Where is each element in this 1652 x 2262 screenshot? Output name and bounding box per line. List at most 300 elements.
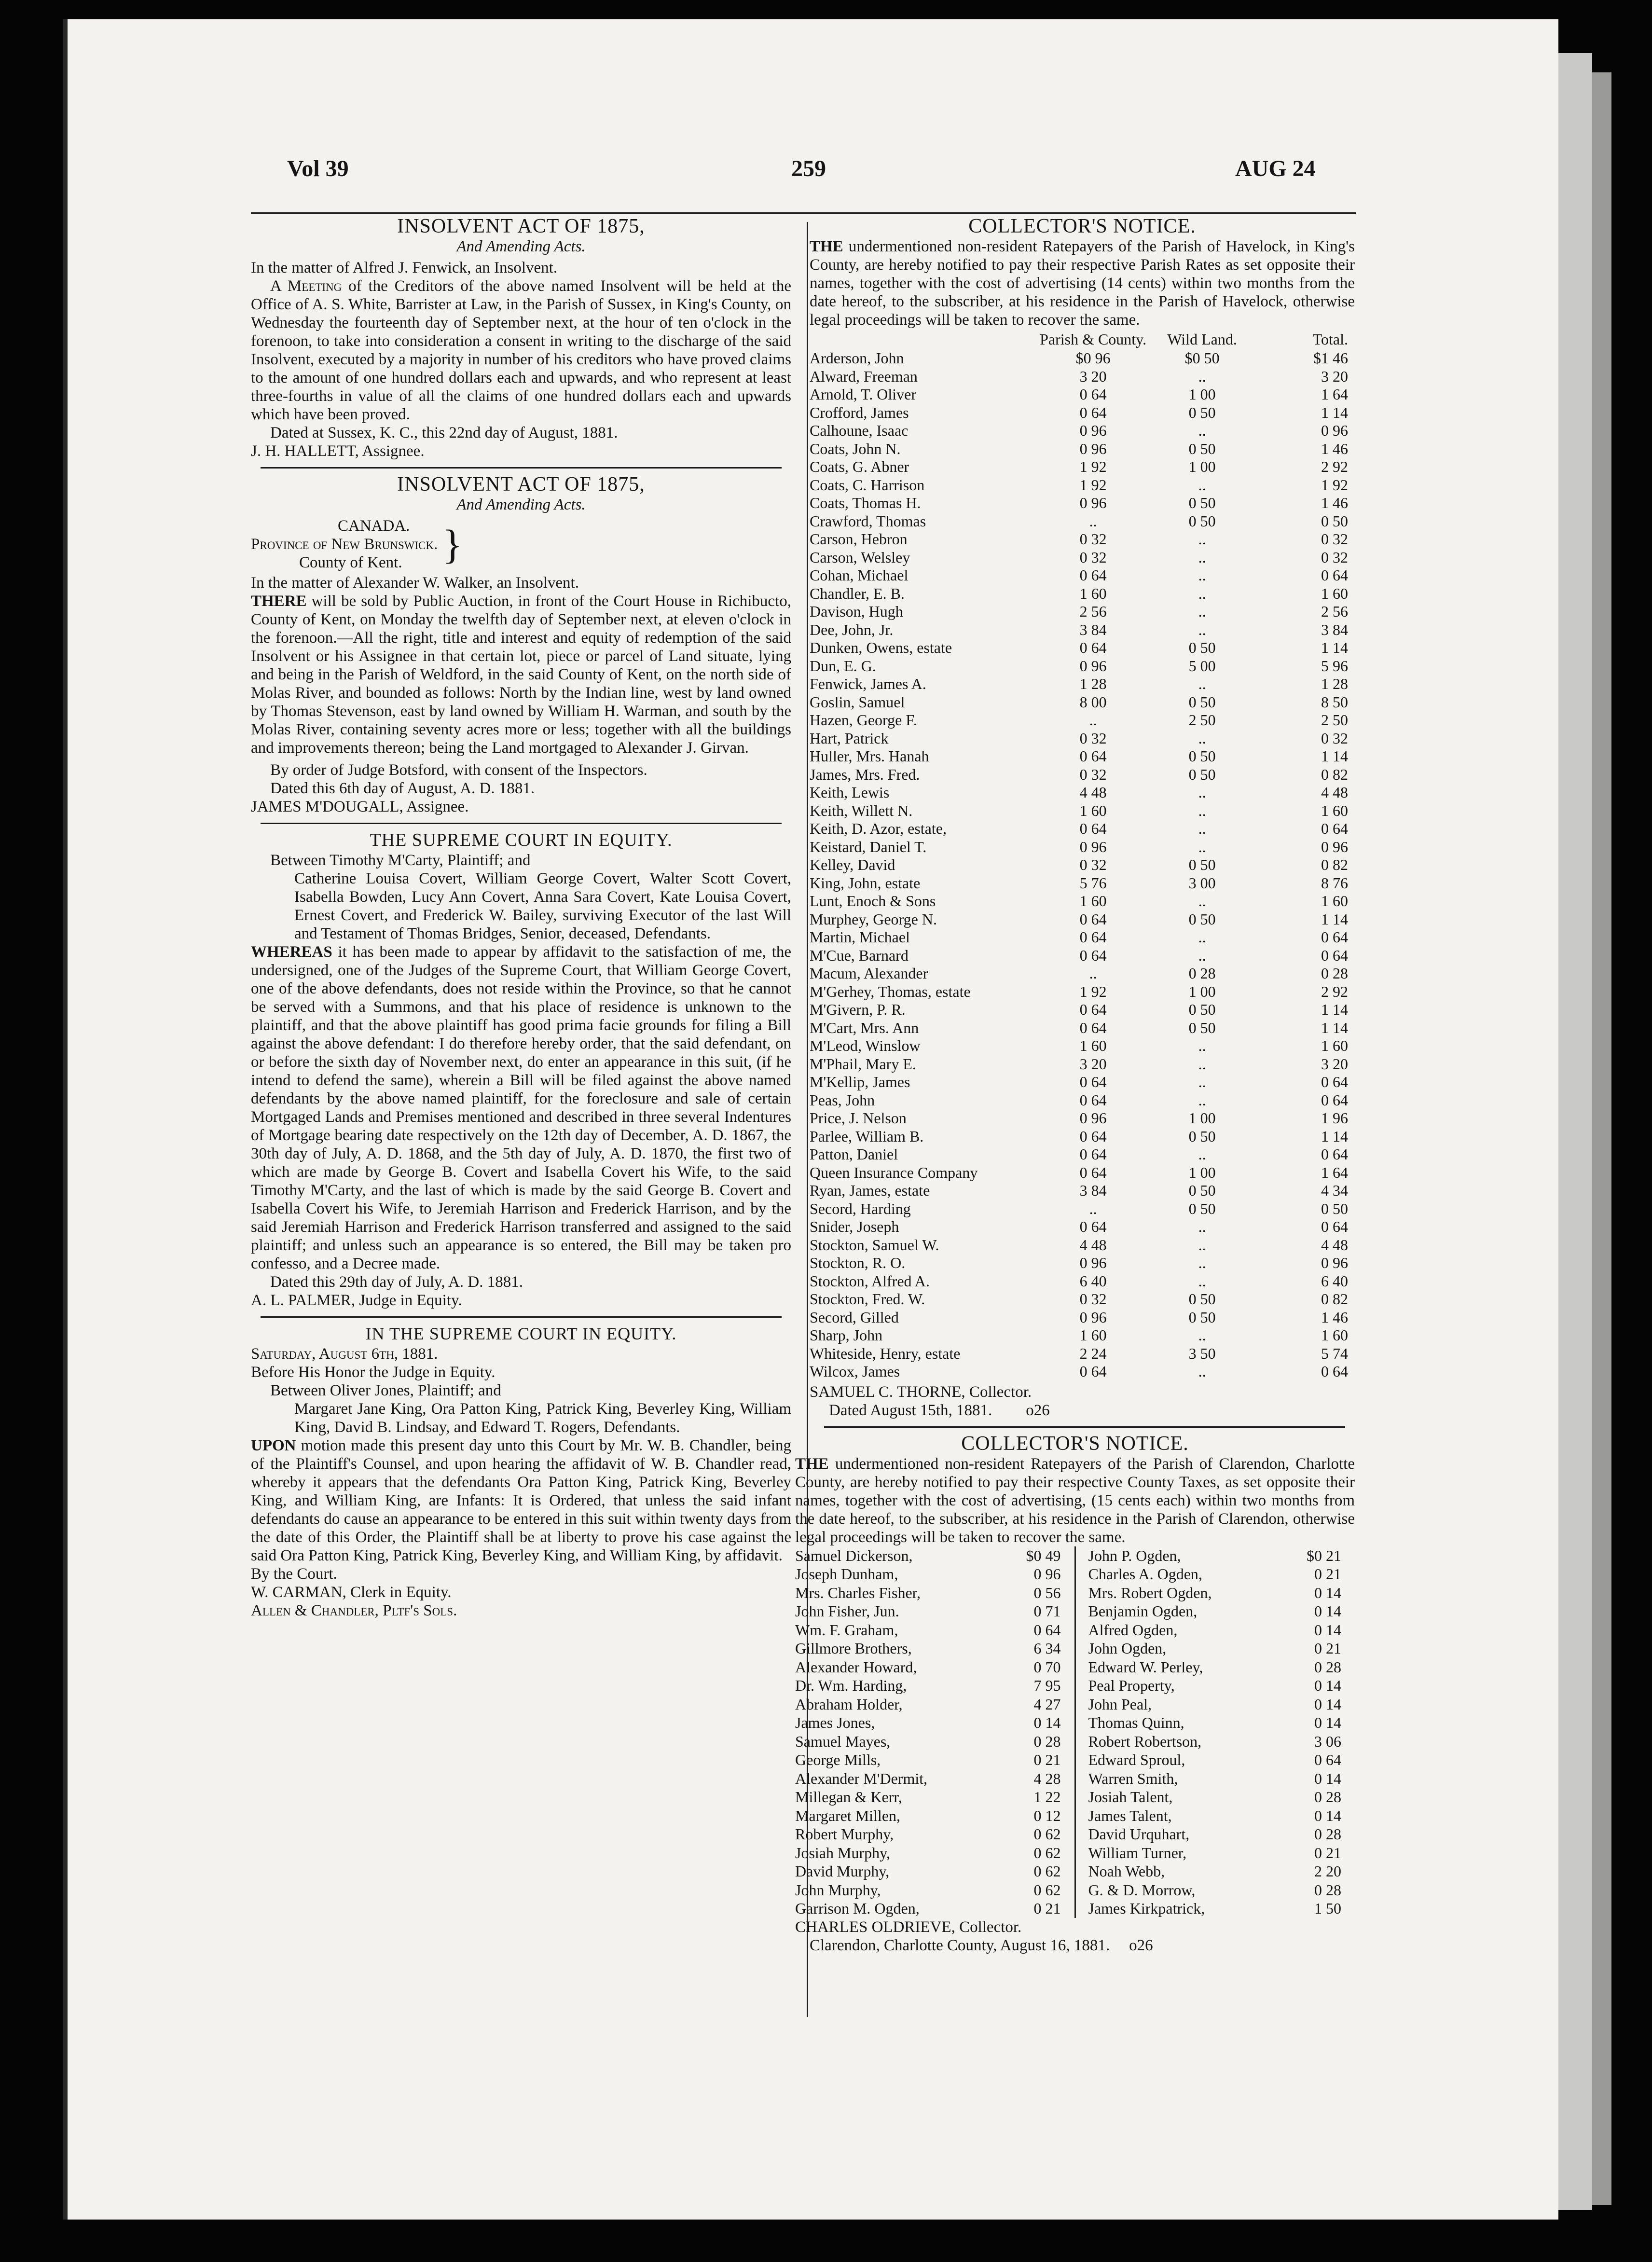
ratepayer-name: Crawford, Thomas: [810, 512, 926, 530]
total-amount: 1 64: [1321, 386, 1348, 403]
tax-amount: 0 14: [1314, 1769, 1341, 1787]
table-row: [810, 422, 1355, 440]
section-divider: [261, 823, 782, 824]
ratepayer-name: Cohan, Michael: [810, 566, 909, 584]
list-item: [795, 1546, 1074, 1565]
taxpayer-name: James Kirkpatrick,: [1088, 1900, 1205, 1917]
tax-amount: 0 14: [1314, 1695, 1341, 1713]
wild-land-amount: ..: [1198, 1236, 1206, 1254]
parish-county-amount: 1 60: [1079, 584, 1107, 602]
parish-county-amount: $0 96: [1075, 349, 1111, 367]
notice-dated: Dated this 6th day of August, A. D. 1881.: [270, 780, 535, 797]
notice-body: A Meeting of the Creditors of the above named Insolvent will be held at the Office of A. S. White, Barrister at Law, in the Parish of Sussex, in King's County, on Wednesday the fourteenth day of September next, at the hour of ten o'clock in the forenoon, to take into consideration a consent in writing to the discharge of the said Insolvent, executed by a majority in number of his creditors who have proved claims to the amount of one hundred dollars each and upwards, and who represent at least three-fourths in value of all the claims of one hundred dollars each and upwards which have been proved.: [251, 277, 791, 423]
parish-county-amount: ..: [1089, 512, 1097, 530]
table-row: [810, 802, 1355, 820]
taxpayer-name: G. & D. Morrow,: [1088, 1881, 1196, 1899]
ratepayer-name: Stockton, Fred. W.: [810, 1290, 925, 1308]
wild-land-amount: 0 50: [1188, 403, 1216, 421]
list-item: [795, 1565, 1074, 1584]
ratepayer-name: Dee, John, Jr.: [810, 621, 894, 638]
wild-land-amount: ..: [1198, 548, 1206, 566]
table-row: [810, 1182, 1355, 1200]
tax-amount: 0 14: [1033, 1714, 1061, 1732]
taxpayer-name: William Turner,: [1088, 1844, 1187, 1862]
list-item: [795, 1584, 1074, 1602]
parish-county-amount: 3 84: [1079, 621, 1107, 638]
table-row: [810, 1073, 1355, 1091]
list-item: [795, 1899, 1074, 1918]
notice-between: Between Oliver Jones, Plaintiff; and: [270, 1382, 501, 1399]
notice-matter: In the matter of Alexander W. Walker, an Insolvent.: [251, 574, 579, 592]
notice-signature: JAMES M'DOUGALL, Assignee.: [251, 798, 469, 815]
wild-land-amount: ..: [1198, 892, 1206, 910]
parish-county-amount: 0 96: [1079, 440, 1107, 457]
total-amount: 1 14: [1321, 1001, 1348, 1019]
table-row: [810, 1091, 1355, 1110]
notice-defendants: Catherine Louisa Covert, William George Covert, Walter Scott Covert, Isabella Bowden, Lucy Ann Covert, Anna Sara Covert, Kate Louisa Covert, Ernest Covert, and Frederick W. Bailey, surviving Executor of the last Will and Testament of Thomas Bridges, Senior, deceased, Defendants.: [294, 870, 791, 942]
brace-glyph: }: [442, 521, 463, 567]
list-item: [795, 1769, 1074, 1788]
parish-county-amount: 5 76: [1079, 874, 1107, 892]
wild-land-amount: 0 50: [1188, 440, 1216, 457]
tax-amount: 0 56: [1033, 1584, 1061, 1601]
taxpayer-name: Abraham Holder,: [795, 1695, 903, 1713]
taxpayer-name: George Mills,: [795, 1751, 881, 1769]
total-amount: 0 82: [1321, 765, 1348, 783]
notice-court: By the Court.: [251, 1565, 337, 1583]
wild-land-amount: 1 00: [1188, 386, 1216, 403]
wild-land-amount: ..: [1198, 1073, 1206, 1091]
notice-signature: CHARLES OLDRIEVE, Collector.: [795, 1918, 1022, 1936]
parish-county-amount: 0 64: [1079, 566, 1107, 584]
list-item: [1076, 1881, 1355, 1900]
wild-land-amount: ..: [1198, 1091, 1206, 1109]
total-amount: 8 76: [1321, 874, 1348, 892]
total-amount: 0 32: [1321, 548, 1348, 566]
collector-notice-clarendon: [795, 1434, 1355, 1955]
section-divider: [824, 1426, 1345, 1428]
ratepayer-name: M'Leod, Winslow: [810, 1037, 921, 1055]
taxpayer-name: Thomas Quinn,: [1088, 1714, 1184, 1732]
total-amount: 0 82: [1321, 856, 1348, 874]
list-item: [795, 1862, 1074, 1881]
parish-county-amount: 0 64: [1079, 1363, 1107, 1380]
ratepayer-name: Stockton, Alfred A.: [810, 1272, 930, 1290]
notice-solicitors: Allen & Chandler, Pltf's Sols.: [251, 1602, 457, 1619]
table-row: [810, 1363, 1355, 1381]
parish-county-amount: 0 64: [1079, 1091, 1107, 1109]
wild-land-amount: 3 00: [1188, 874, 1216, 892]
page-edge: [1558, 53, 1592, 2210]
list-item: [1076, 1769, 1355, 1788]
volume-number: Vol 39: [287, 156, 349, 181]
wild-land-amount: 1 00: [1188, 982, 1216, 1000]
list-item: [795, 1602, 1074, 1621]
tax-amount: 0 14: [1314, 1602, 1341, 1620]
tax-amount: 0 62: [1033, 1881, 1061, 1899]
total-amount: 1 14: [1321, 910, 1348, 928]
ratepayer-name: Hazen, George F.: [810, 711, 917, 729]
tax-amount: 0 14: [1314, 1584, 1341, 1601]
parish-county-amount: 0 64: [1079, 946, 1107, 964]
total-amount: 1 60: [1321, 801, 1348, 819]
total-amount: 4 48: [1321, 1236, 1348, 1254]
table-row: [810, 693, 1355, 712]
ratepayer-name: M'Cue, Barnard: [810, 946, 909, 964]
taxpayer-name: John P. Ogden,: [1088, 1546, 1181, 1564]
total-amount: 1 14: [1321, 747, 1348, 765]
parish-county-amount: 0 96: [1079, 838, 1107, 855]
wild-land-amount: ..: [1198, 820, 1206, 838]
table-row: [810, 585, 1355, 603]
total-amount: 0 50: [1321, 1200, 1348, 1217]
tax-amount: 6 34: [1033, 1640, 1061, 1657]
ratepayer-name: Snider, Joseph: [810, 1218, 899, 1236]
ratepayer-name: Carson, Hebron: [810, 530, 908, 548]
total-amount: 0 64: [1321, 1145, 1348, 1163]
jurisdiction-province: Province of New Brunswick.: [251, 536, 438, 553]
table-row: [810, 1037, 1355, 1055]
list-item: [1076, 1899, 1355, 1918]
right-column: [795, 212, 1355, 1955]
parish-county-amount: 1 60: [1079, 1037, 1107, 1055]
collector-notice-havelock: [795, 217, 1355, 1420]
wild-land-amount: ..: [1198, 530, 1206, 548]
parish-county-amount: 1 60: [1079, 892, 1107, 910]
wild-land-amount: 0 50: [1188, 1182, 1216, 1200]
notice-body: UPON motion made this present day unto this Court by Mr. W. B. Chandler, being of the Plaintiff's Counsel, and upon hearing the affidavit of W. B. Chandler read, whereby it appears that the defendants Ora Patton King, Patrick King, Beverley King, and William King, are Infants: It is Ordered, that unless the said infant defendants do cause an appearance to be entered in this suit within twenty days from the date of this Order, the Plaintiff shall be at liberty to prove his case against the said Ora Patton King, Patrick King, Beverley King, and William King, by affidavit.: [251, 1437, 791, 1564]
total-amount: $1 46: [1313, 349, 1348, 367]
table-row: [810, 838, 1355, 856]
wild-land-amount: ..: [1198, 1363, 1206, 1380]
wild-land-amount: ..: [1198, 729, 1206, 747]
parish-county-amount: 0 32: [1079, 765, 1107, 783]
tax-amount: 0 14: [1314, 1714, 1341, 1732]
notice-supreme-court-mccarty: [251, 831, 791, 1310]
notice-before: Before His Honor the Judge in Equity.: [251, 1364, 496, 1381]
tax-amount: 0 28: [1314, 1881, 1341, 1899]
table-row: [810, 440, 1355, 458]
total-amount: 1 14: [1321, 639, 1348, 657]
total-amount: 1 60: [1321, 1326, 1348, 1344]
list-item: [795, 1732, 1074, 1751]
parish-county-amount: 0 64: [1079, 1127, 1107, 1145]
ratepayer-name: Kelley, David: [810, 856, 895, 874]
tax-list-left: [795, 1546, 1076, 1918]
wild-land-amount: ..: [1198, 1218, 1206, 1236]
total-amount: 1 60: [1321, 1037, 1348, 1055]
table-row: [810, 404, 1355, 422]
ratepayer-name: M'Givern, P. R.: [810, 1001, 906, 1019]
ratepayer-name: Coats, John N.: [810, 440, 901, 457]
wild-land-amount: ..: [1198, 675, 1206, 693]
notice-code: o26: [1129, 1936, 1153, 1954]
col-header-total: Total.: [1312, 331, 1348, 348]
table-row: [810, 1001, 1355, 1019]
parish-county-amount: 0 64: [1079, 1218, 1107, 1236]
tax-amount: 0 64: [1314, 1751, 1341, 1769]
list-item: [1076, 1602, 1355, 1621]
notice-matter: In the matter of Alfred J. Fenwick, an Insolvent.: [251, 259, 558, 276]
notice-body: THE undermentioned non-resident Ratepayers of the Parish of Clarendon, Charlotte County, are hereby notified to pay their respective County Taxes, as set opposite their names, together with the cost of advertising, (15 cents each) within two months from the date hereof, to the subscriber, at his residence in the Parish of Clarendon, otherwise legal proceedings will be taken to recover the same.: [795, 1455, 1355, 1546]
tax-amount: 7 95: [1033, 1677, 1061, 1695]
table-row: [810, 349, 1355, 368]
total-amount: 0 64: [1321, 928, 1348, 946]
parish-county-amount: 0 64: [1079, 928, 1107, 946]
list-item: [795, 1881, 1074, 1900]
total-amount: 0 64: [1321, 1073, 1348, 1091]
list-item: [1076, 1695, 1355, 1714]
table-row: [810, 766, 1355, 784]
tax-amount: 0 62: [1033, 1844, 1061, 1862]
tax-amount: 0 70: [1033, 1658, 1061, 1676]
ratepayer-name: Secord, Gilled: [810, 1308, 899, 1326]
ratepayer-name: Davison, Hugh: [810, 603, 903, 621]
taxpayer-name: David Murphy,: [795, 1862, 890, 1880]
table-row: [810, 530, 1355, 549]
tax-amount: 0 28: [1033, 1732, 1061, 1750]
ratepayer-table: [810, 329, 1355, 1381]
table-row: [810, 965, 1355, 983]
parish-county-amount: 0 96: [1079, 494, 1107, 512]
taxpayer-name: Mrs. Robert Ogden,: [1088, 1584, 1212, 1601]
parish-county-amount: ..: [1089, 711, 1097, 729]
list-item: [795, 1844, 1074, 1862]
tax-amount: 4 27: [1033, 1695, 1061, 1713]
total-amount: 1 14: [1321, 1127, 1348, 1145]
total-amount: 5 96: [1321, 657, 1348, 675]
wild-land-amount: 0 50: [1188, 765, 1216, 783]
tax-amount: 0 12: [1033, 1807, 1061, 1824]
table-row: [810, 675, 1355, 693]
parish-county-amount: 0 32: [1079, 856, 1107, 874]
taxpayer-name: John Peal,: [1088, 1695, 1152, 1713]
notice-between: Between Timothy M'Carty, Plaintiff; and: [270, 852, 531, 869]
tax-amount: 0 64: [1033, 1621, 1061, 1639]
ratepayer-name: Carson, Welsley: [810, 548, 910, 566]
ratepayer-name: Price, J. Nelson: [810, 1109, 907, 1127]
parish-county-amount: 0 96: [1079, 1254, 1107, 1272]
wild-land-amount: ..: [1198, 838, 1206, 855]
ratepayer-name: Stockton, Samuel W.: [810, 1236, 939, 1254]
ratepayer-name: Martin, Michael: [810, 928, 910, 946]
left-column: [251, 212, 791, 1620]
wild-land-amount: 0 50: [1188, 1127, 1216, 1145]
parish-county-amount: 0 96: [1079, 1109, 1107, 1127]
tax-list: [795, 1546, 1355, 1918]
list-item: [1076, 1565, 1355, 1584]
total-amount: 1 14: [1321, 403, 1348, 421]
tax-amount: 2 20: [1314, 1862, 1341, 1880]
table-row: [810, 1345, 1355, 1363]
taxpayer-name: John Ogden,: [1088, 1640, 1167, 1657]
taxpayer-name: Edward Sproul,: [1088, 1751, 1185, 1769]
total-amount: 0 64: [1321, 1091, 1348, 1109]
wild-land-amount: ..: [1198, 946, 1206, 964]
total-amount: 1 64: [1321, 1163, 1348, 1181]
tax-amount: 0 62: [1033, 1825, 1061, 1843]
ratepayer-name: Coats, Thomas H.: [810, 494, 921, 512]
ratepayer-name: Calhoune, Isaac: [810, 422, 909, 440]
tax-amount: 1 50: [1314, 1900, 1341, 1917]
table-row: [810, 711, 1355, 730]
list-item: [795, 1807, 1074, 1825]
wild-land-amount: 1 00: [1188, 1163, 1216, 1181]
wild-land-amount: 0 50: [1188, 1290, 1216, 1308]
total-amount: 1 14: [1321, 1019, 1348, 1036]
total-amount: 0 96: [1321, 422, 1348, 440]
taxpayer-name: Garrison M. Ogden,: [795, 1900, 920, 1917]
taxpayer-name: Edward W. Perley,: [1088, 1658, 1203, 1676]
tax-amount: 0 21: [1314, 1640, 1341, 1657]
total-amount: 5 74: [1321, 1344, 1348, 1362]
list-item: [1076, 1639, 1355, 1658]
notice-defendants: Margaret Jane King, Ora Patton King, Patrick King, Beverley King, William King, David B. Lindsay, and Edward T. Rogers, Defendants.: [294, 1400, 791, 1436]
table-row: [810, 566, 1355, 585]
parish-county-amount: 0 64: [1079, 403, 1107, 421]
taxpayer-name: John Fisher, Jun.: [795, 1602, 899, 1620]
tax-amount: 0 21: [1033, 1751, 1061, 1769]
parish-county-amount: 1 60: [1079, 1326, 1107, 1344]
page-gutter: [63, 19, 68, 2220]
table-row: [810, 1254, 1355, 1272]
tax-amount: 0 21: [1033, 1900, 1061, 1917]
taxpayer-name: Warren Smith,: [1088, 1769, 1178, 1787]
list-item: [795, 1621, 1074, 1640]
parish-county-amount: 0 64: [1079, 1073, 1107, 1091]
notice-insolvent-walker: [251, 475, 791, 816]
ratepayer-name: M'Gerhey, Thomas, estate: [810, 982, 971, 1000]
wild-land-amount: ..: [1198, 367, 1206, 385]
parish-county-amount: 0 96: [1079, 1308, 1107, 1326]
list-item: [795, 1639, 1074, 1658]
ratepayer-name: Keith, Willett N.: [810, 801, 913, 819]
notice-body: THERE will be sold by Public Auction, in front of the Court House in Richibucto, County of Kent, on Monday the twelfth day of September next, at eleven o'clock in the forenoon.—All the right, title and interest and equity of redemption of the said Insolvent or his Assignee in that certain lot, piece or parcel of Land situate, lying and being in the Parish of Weldford, in the said County of Kent, on the north side of Molas River, and bounded as follows: North by the Indian line, west by land owned by Thomas Stevenson, east by land owned by William H. Warman, and south by the Molas River, containing seventy acres more or less; together with all the buildings and improvements thereon; being the Land mortgaged to Alexander J. Girvan.: [251, 593, 791, 757]
wild-land-amount: ..: [1198, 1272, 1206, 1290]
taxpayer-name: David Urquhart,: [1088, 1825, 1190, 1843]
list-item: [1076, 1844, 1355, 1862]
tax-amount: 0 14: [1314, 1677, 1341, 1695]
taxpayer-name: Alexander Howard,: [795, 1658, 917, 1676]
total-amount: 0 28: [1321, 965, 1348, 982]
wild-land-amount: 0 50: [1188, 1019, 1216, 1036]
list-item: [795, 1676, 1074, 1695]
notice-dated-line: [810, 1401, 1355, 1420]
parish-county-amount: 4 48: [1079, 784, 1107, 801]
parish-county-amount: 1 92: [1079, 982, 1107, 1000]
list-item: [1076, 1676, 1355, 1695]
parish-county-amount: 6 40: [1079, 1272, 1107, 1290]
total-amount: 0 50: [1321, 512, 1348, 530]
total-amount: 1 96: [1321, 1109, 1348, 1127]
tax-amount: 0 28: [1314, 1788, 1341, 1806]
jurisdiction-block: [251, 517, 791, 572]
list-item: [1076, 1751, 1355, 1769]
ratepayer-name: Lunt, Enoch & Sons: [810, 892, 936, 910]
ratepayer-name: Stockton, R. O.: [810, 1254, 906, 1272]
ratepayer-name: Arnold, T. Oliver: [810, 386, 916, 403]
taxpayer-name: Gillmore Brothers,: [795, 1640, 912, 1657]
list-item: [795, 1713, 1074, 1732]
notice-title: IN THE SUPREME COURT IN EQUITY.: [365, 1324, 677, 1343]
notice-code: o26: [1026, 1401, 1050, 1419]
total-amount: 1 46: [1321, 1308, 1348, 1326]
ratepayer-rows: [810, 349, 1355, 1381]
list-item: [1076, 1732, 1355, 1751]
total-amount: 1 28: [1321, 675, 1348, 693]
parish-county-amount: 0 64: [1079, 1001, 1107, 1019]
table-row: [810, 512, 1355, 531]
table-row: [810, 730, 1355, 748]
total-amount: 2 92: [1321, 458, 1348, 476]
parish-county-amount: 0 32: [1079, 729, 1107, 747]
ratepayer-name: Murphey, George N.: [810, 910, 937, 928]
tax-amount: 0 96: [1033, 1565, 1061, 1583]
list-item: [795, 1825, 1074, 1844]
parish-county-amount: 0 32: [1079, 1290, 1107, 1308]
table-row: [810, 1055, 1355, 1074]
total-amount: 1 46: [1321, 440, 1348, 457]
table-row: [810, 639, 1355, 657]
wild-land-amount: ..: [1198, 801, 1206, 819]
wild-land-amount: ..: [1198, 603, 1206, 621]
wild-land-amount: ..: [1198, 476, 1206, 494]
table-row: [810, 549, 1355, 567]
ratepayer-name: James, Mrs. Fred.: [810, 765, 920, 783]
taxpayer-name: Josiah Talent,: [1088, 1788, 1173, 1806]
ratepayer-name: Dun, E. G.: [810, 657, 876, 675]
taxpayer-name: Peal Property,: [1088, 1677, 1175, 1695]
wild-land-amount: 2 50: [1188, 711, 1216, 729]
table-row: [810, 1309, 1355, 1327]
table-row: [810, 784, 1355, 802]
table-row: [810, 1019, 1355, 1037]
tax-amount: 0 28: [1314, 1825, 1341, 1843]
taxpayer-name: Samuel Dickerson,: [795, 1546, 913, 1564]
wild-land-amount: 0 50: [1188, 693, 1216, 711]
tax-amount: 0 28: [1314, 1658, 1341, 1676]
tax-list-right: [1076, 1546, 1355, 1918]
section-divider: [261, 1316, 782, 1318]
ratepayer-name: Macum, Alexander: [810, 965, 928, 982]
ratepayer-name: Keith, D. Azor, estate,: [810, 820, 947, 838]
taxpayer-name: Joseph Dunham,: [795, 1565, 898, 1583]
parish-county-amount: 8 00: [1079, 693, 1107, 711]
wild-land-amount: 0 50: [1188, 856, 1216, 874]
taxpayer-name: Margaret Millen,: [795, 1807, 901, 1824]
table-header-row: [810, 329, 1355, 349]
table-row: [810, 386, 1355, 404]
parish-county-amount: 0 64: [1079, 747, 1107, 765]
wild-land-amount: 5 00: [1188, 657, 1216, 675]
notice-signature: J. H. HALLETT, Assignee.: [251, 442, 425, 460]
list-item: [1076, 1788, 1355, 1807]
table-row: [810, 892, 1355, 910]
list-item: [1076, 1658, 1355, 1677]
wild-land-amount: ..: [1198, 928, 1206, 946]
taxpayer-name: Noah Webb,: [1088, 1862, 1165, 1880]
taxpayer-name: John Murphy,: [795, 1881, 881, 1899]
list-item: [1076, 1825, 1355, 1844]
wild-land-amount: 0 50: [1188, 1001, 1216, 1019]
wild-land-amount: ..: [1198, 1055, 1206, 1073]
tax-amount: 1 22: [1033, 1788, 1061, 1806]
wild-land-amount: ..: [1198, 621, 1206, 638]
wild-land-amount: $0 50: [1184, 349, 1220, 367]
total-amount: 1 92: [1321, 476, 1348, 494]
table-row: [810, 494, 1355, 512]
section-divider: [261, 467, 782, 469]
